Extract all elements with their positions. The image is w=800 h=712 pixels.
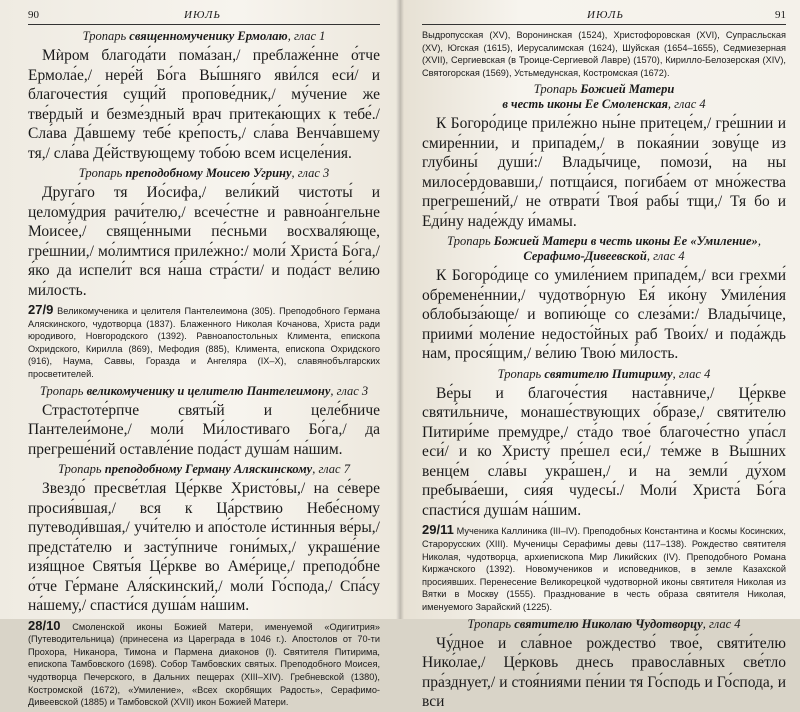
heading-dedication: Божией Матери в честь иконы Ее «Умиление» <box>493 234 758 249</box>
left-page-number: 90 <box>28 9 39 21</box>
heading-dedication: святителю Николаю Чудотворцу <box>514 616 703 631</box>
heading-dedication: священномученику Ермолаю <box>129 29 288 43</box>
calendar-date: 29/11 <box>422 522 454 538</box>
calendar-entry <box>422 29 786 79</box>
troparion-heading <box>28 166 380 181</box>
calendar-entry <box>28 304 380 381</box>
calendar-text: Смоленской иконы Божией Матери, именуемой «Одигитрия» (Путеводительница) (принесена из Цареграда в 1046 г.). Апостолов от 70-ти Прохора, Никанора, Тимона и Пармена диаконов (I). Святителя Питирима, епископа Тамбовского (1698). Собор Тамбовских святых. Преподобного Моисея, чудотворца Печерского, в Дальних пещерах (XIII–XIV). Гребневской (1380), Костромской (1672), «Умиление», «Всех скорбящих Радость», Серафимо-Дивеевской (1885) и Тамбовской (XVII) икон Божией Матери. <box>28 621 380 708</box>
heading-tone: , глас 7 <box>312 462 350 477</box>
right-page-header <box>422 6 786 25</box>
right-page-number: 91 <box>775 9 786 21</box>
troparion-text: Чу́дное и сла́вное рождество́ твое́, святи́телю Нико́лае,/ Це́рковь днесь правосла́вных све́тло пра́зднует,/ и стоя́ниями пе́нии тя Го́сподь и Го́спода, и вси <box>422 634 786 711</box>
left-page <box>0 0 400 708</box>
heading-prefix: Тропарь <box>78 166 126 180</box>
right-page-body <box>422 29 786 712</box>
troparion-heading <box>422 617 786 632</box>
heading-prefix: Тропарь <box>467 616 515 631</box>
left-page-header <box>28 6 380 25</box>
troparion-heading <box>28 462 380 477</box>
troparion-text: К Богоро́дице приле́жно ны́не притеце́м,/ гре́шнии и смире́ннии, и припаде́м,/ в покая́нии зову́ще из глубины́ души́:/ Влады́чице, помози́, на ны милосе́рдовавши,/ потща́ися, погиба́ем от мно́жества прегреше́ний,/ не отврати́ Твоя́ рабы́ тщи,/ Тя бо и Еди́ну наде́жду и́мамы. <box>422 115 786 230</box>
heading-prefix: Тропарь <box>497 366 545 381</box>
troparion-heading <box>422 82 786 112</box>
heading-dedication: святителю Питириму <box>544 366 673 381</box>
troparion-text: Мѝром благода́ти пома́зан,/ преблаже́нне о́тче Ермола́е,/ нере́й Бо́га Вы́шняго яви́лся еси́/ и благочести́я сущи́й пропове́дник,/ му́чение же тве́рдый и безме́здный врач притека́ющих к тебе́./ Сла́ва Да́вшему тебе́ кре́пость,/ сла́ва Венча́вшему тя,/ сла́ва Де́йствующему тобо́ю всем исцеле́ния. <box>28 47 380 162</box>
heading-dedication-2: в честь иконы Ее Смоленская <box>502 97 668 112</box>
heading-prefix: Тропарь <box>82 29 130 43</box>
troparion-text: Страстоте́рпче святы́й и целе́бниче Пантелеи́моне,/ моли́ Ми́лостиваго Бо́га,/ да прегреше́ний оставле́ние пода́ст душа́м на́шим. <box>28 401 380 458</box>
calendar-date: 27/9 <box>28 302 54 317</box>
heading-tone-2: , глас 4 <box>646 249 685 264</box>
calendar-text: Мученика Каллиника (III–IV). Преподобных Константина и Космы Косинских, Старорусских (XIII). Мученицы Серафимы девы (117–138). Рождество святителя Николая, чудотворца, архиепископа Мир Ликийских (IV). Преподобного Романа Киржачского (1392). Новомучеников и исповедников, в земле Казахской просиявших. Перенесение Великорецкой чудотворной иконы святителя Николая из Вятки в Москву (1555). Празднование в честь образа святителя Николая, именуемого Зарайский (1225). <box>422 526 786 612</box>
troparion-heading <box>28 29 380 44</box>
right-running-title: ИЮЛЬ <box>587 9 624 21</box>
heading-tone: , глас 1 <box>287 29 326 43</box>
right-page <box>400 0 800 711</box>
troparion-heading <box>28 384 380 399</box>
heading-dedication: Божией Матери <box>580 82 675 97</box>
heading-dedication: преподобному Герману Аляскинскому <box>104 462 313 477</box>
troparion-text: Друга́го тя Ио́сифа,/ вели́кий чистоты́ и целому́дрия рачи́телю,/ всече́стне и равноа́нгельне Моисе́е,/ свяще́нными пе́сньми восхваля́юще, гре́шнии,/ мо́лимтися приле́жно:/ моли́ Христа́ Бо́га,/ я́ко да испели́т вся на́ша стра́сти/ и пода́ст ве́лию ми́лость. <box>28 184 380 299</box>
heading-tone-2: , глас 4 <box>667 97 706 112</box>
heading-tone: , глас 4 <box>672 366 711 381</box>
troparion-text: К Богоро́дице со умиле́нием припаде́м,/ вси грехми́ обремене́ннии,/ чудотво́рную Ея́ ико́ну Умиле́ния облобыза́юще/ и вопию́ще со слеза́ми:/ Влады́чице, приими́ моле́ние недосто́йных раб Твои́х/ и пода́ждь нам, прося́щим,/ ве́лию Твою́ ми́лость. <box>422 267 786 363</box>
left-running-title: ИЮЛЬ <box>184 9 221 21</box>
heading-prefix: Тропарь <box>58 462 105 477</box>
troparion-heading <box>422 367 786 382</box>
troparion-heading <box>422 234 786 264</box>
troparion-text: Звездо́ пресве́тлая Це́ркве Христо́вы,/ на се́вере просия́вшая,/ вся к Ца́рствию Небе́сному путеводи́вшая,/ учи́телю и апо́столе и́стинныя ве́ры,/ предста́телю и засту́пниче гони́мых,/ украше́ние изя́щное Святы́я Це́ркве во Аме́рице,/ преподо́бне о́тче Ге́рмане Аля́скинский,/ моли́ Го́спода,/ Спа́су на́шему,/ спасти́ся душа́м на́шим. <box>28 480 380 615</box>
heading-dedication: великомученику и целителю Пантелеимону <box>86 383 331 398</box>
heading-dedication: преподобному Моисею Угрину <box>125 166 292 180</box>
calendar-text: Выдропусская (XV), Воронинская (1524), Христофоровская (XVI), Супрасльская (XV), Югская (1615), Иерусалимская (1624), Шуйская (1654–1655), Седмиезерная (XVII), Сергиевская (в Троице-Сергиевой Лавре) (1570), Кирилло-Белозерская (XIV), Святогорская (1569), Устьмедунская, Костромская (1672). <box>422 30 786 78</box>
calendar-entry <box>28 617 380 709</box>
heading-prefix: Тропарь <box>533 82 581 97</box>
heading-tone: , глас 3 <box>291 166 330 180</box>
heading-prefix: Тропарь <box>39 383 87 398</box>
heading-tone: , глас 3 <box>330 383 369 398</box>
calendar-date: 28/10 <box>28 617 61 633</box>
troparion-text: Ве́ры и благоче́стия наста́вниче,/ Це́ркве святи́льниче, монаше́ствующих о́бразе,/ святи́телю Питири́ме премудре,/ ста́до твое́ благоче́стно упа́сл еси́/ и ко Христу́ пре́шел еси́,/ те́мже в Вы́шних венце́м сла́вы укра́шен,/ и на земли́ ду́хом пребыва́еши, сия́я чудесы́./ Моли́ Христа́ Бо́га спасти́ся душа́м на́шим. <box>422 384 786 519</box>
heading-dedication-2: Серафимо-Дивеевской <box>523 249 647 264</box>
heading-tone: , <box>757 234 761 249</box>
heading-prefix: Тропарь <box>447 234 494 249</box>
left-page-body <box>28 29 380 709</box>
calendar-text: Великомученика и целителя Пантелеимона (305). Преподобного Германа Аляскинского, чудотворца (1837). Блаженного Николая Кочанова, Христа ради юродивого, Новгородского (1392). Равноапостольных Климента, епископа Охридского, Кирилла (869), Мефодия (885), Климента, епископа Охридского (916), Наума, Саввы, Горазда и Ангеляра (IX–X), славянобългарских просветителей. <box>28 306 380 379</box>
calendar-entry <box>422 524 786 613</box>
heading-tone: , глас 4 <box>702 616 741 631</box>
